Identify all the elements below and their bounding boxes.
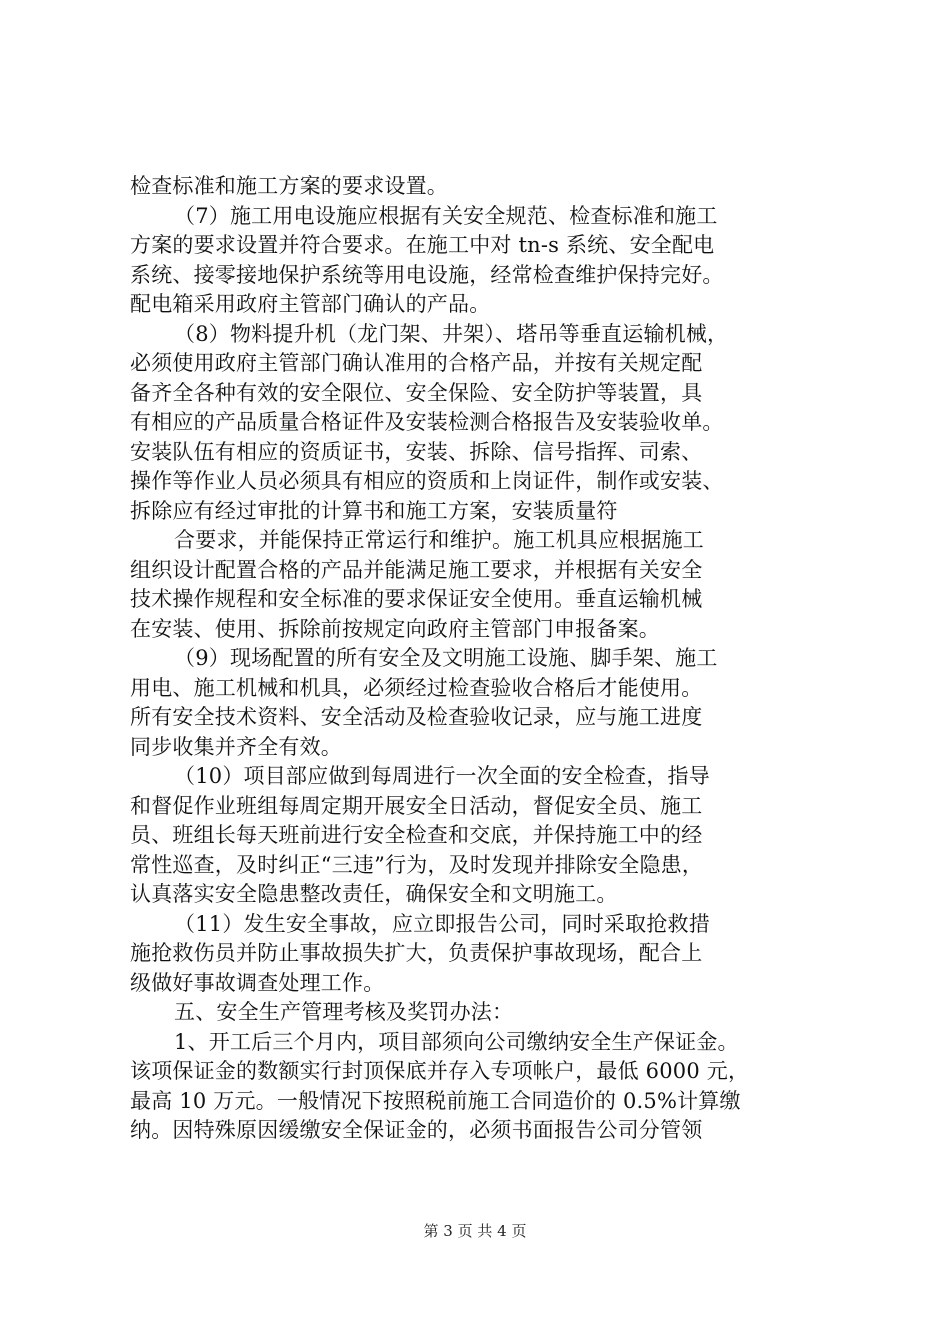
text-line: 拆除应有经过审批的计算书和施工方案，安装质量符 — [130, 498, 618, 523]
text-line: 必须使用政府主管部门确认准用的合格产品，并按有关规定配 — [130, 351, 703, 375]
text-line: 纳。因特殊原因缓缴安全保证金的，必须书面报告公司分管领 — [130, 1118, 703, 1142]
text-line: 操作等作业人员必须具有相应的资质和上岗证件，制作或安装、 — [130, 469, 724, 493]
text-line: （8）物料提升机（龙门架、井架）、塔吊等垂直运输机械， — [174, 321, 729, 346]
text-line: 认真落实安全隐患整改责任，确保安全和文明施工。 — [130, 882, 618, 906]
text-line: 配电箱采用政府主管部门确认的产品。 — [130, 292, 491, 316]
text-line: 有相应的产品质量合格证件及安装检测合格报告及安装验收单。 — [130, 410, 724, 434]
text-line: 级做好事故调查处理工作。 — [130, 970, 385, 995]
text-line: 组织设计配置合格的产品并能满足施工要求，并根据有关安全 — [130, 557, 703, 582]
text-line: 系统、接零接地保护系统等用电设施，经常检查维护保持完好。 — [130, 262, 724, 287]
document-body — [130, 172, 830, 1146]
text-line: 1、开工后三个月内，项目部须向公司缴纳安全生产保证金。 — [174, 1029, 739, 1054]
text-line: 施抢救伤员并防止事故损失扩大，负责保护事故现场，配合上 — [130, 941, 703, 965]
text-line: （7）施工用电设施应根据有关安全规范、检查标准和施工 — [174, 203, 718, 228]
text-line: 和督促作业班组每周定期开展安全日活动，督促安全员、施工 — [130, 793, 703, 818]
text-line: 用电、施工机械和机具，必须经过检查验收合格后才能使用。 — [130, 675, 703, 700]
text-line: （11）发生安全事故，应立即报告公司，同时采取抢救措 — [174, 911, 710, 936]
text-line: （9）现场配置的所有安全及文明施工设施、脚手架、施工 — [174, 646, 718, 670]
text-line: 方案的要求设置并符合要求。在施工中对 tn-s 系统、安全配电 — [130, 233, 715, 257]
text-line: 员、班组长每天班前进行安全检查和交底，并保持施工中的经 — [130, 823, 703, 847]
text-line: 该项保证金的数额实行封顶保底并存入专项帐户，最低 6000 元， — [130, 1059, 750, 1083]
text-line: 技术操作规程和安全标准的要求保证安全使用。垂直运输机械 — [130, 587, 703, 611]
text-line: 同步收集并齐全有效。 — [130, 734, 342, 759]
text-line: 最高 10 万元。一般情况下按照税前施工合同造价的 0.5%计算缴 — [130, 1088, 741, 1113]
text-line: 检查标准和施工方案的要求设置。 — [130, 174, 448, 198]
text-line: 合要求，并能保持正常运行和维护。施工机具应根据施工 — [174, 528, 704, 552]
text-line: 安装队伍有相应的资质证书，安装、拆除、信号指挥、司索、 — [130, 439, 703, 464]
text-line: （10）项目部应做到每周进行一次全面的安全检查，指导 — [174, 764, 710, 788]
text-line: 五、安全生产管理考核及奖罚办法： — [174, 1000, 514, 1024]
page-footer: 第 3 页 共 4 页 — [423, 1222, 527, 1240]
text-line: 所有安全技术资料、安全活动及检查验收记录，应与施工进度 — [130, 705, 703, 729]
text-line: 在安装、使用、拆除前按规定向政府主管部门申报备案。 — [130, 616, 660, 641]
text-line: 常性巡查，及时纠正“三违”行为，及时发现并排除安全隐患， — [130, 852, 704, 877]
text-line: 备齐全各种有效的安全限位、安全保险、安全防护等装置，具 — [130, 380, 703, 405]
